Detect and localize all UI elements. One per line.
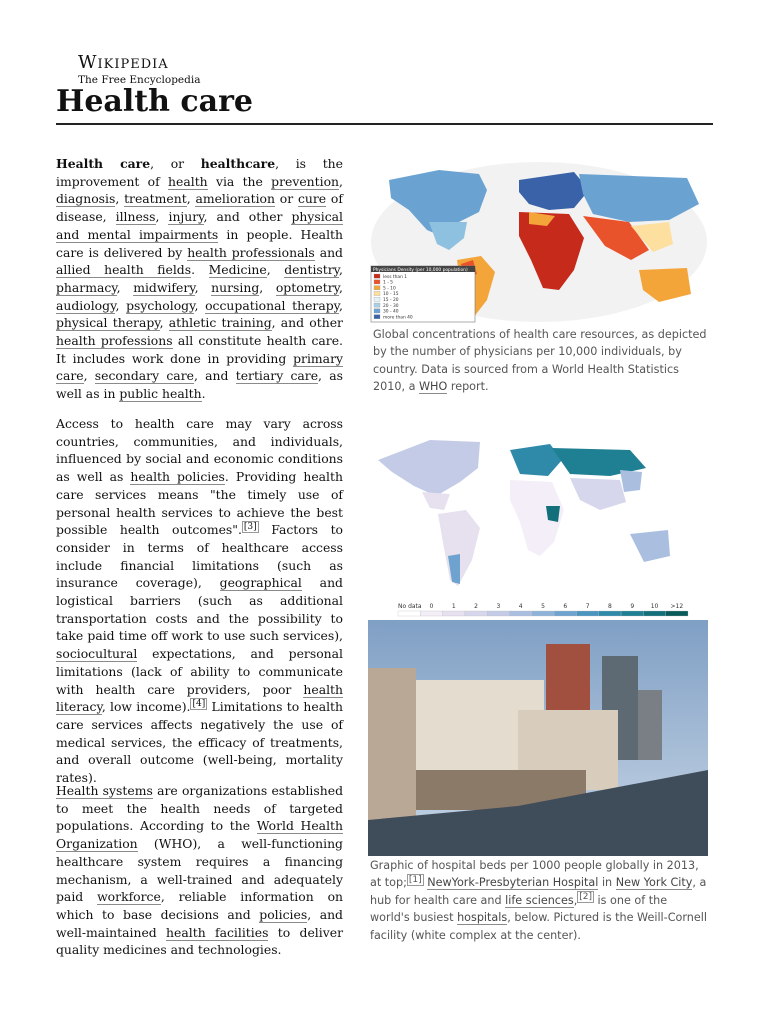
link-pharmacy[interactable]: pharmacy [56,279,117,295]
link-health-facilities[interactable]: health facilities [166,924,269,940]
scale-swatch [554,611,576,616]
link-workforce[interactable]: workforce [97,889,161,905]
text: . [191,262,209,278]
caption-text: Global concentrations of health care resources, as depicted by the number of physicians per 10,000 individuals, by country. Data is sourced from a World Health Statistics 2010, a [373,328,707,394]
link-medicine[interactable]: Medicine [208,262,267,278]
link-physical-therapy[interactable]: physical therapy [56,315,160,331]
scale-swatch [487,611,509,616]
link-nursing[interactable]: nursing [211,279,260,295]
scale-label: 2 [474,603,478,610]
link-physical-mental-impairments[interactable]: physical and mental impairments [56,209,343,242]
logo-tagline: The Free Encyclopedia [78,74,201,86]
text: , or [150,156,201,171]
caption-text: , below. Pictured is the Weill-Cornell facility (white complex at the center). [370,911,707,942]
scale-label: 6 [563,603,568,610]
text: Access to health care may vary across countries, communities, and individuals, influenced by social and economic conditions as well as [56,416,343,485]
legend-swatch [374,309,380,313]
scale-label: 9 [630,603,635,610]
text: , [194,297,206,313]
legend-label: 30 - 40 [383,309,399,315]
caption-text: is one of the world's busiest [370,893,668,925]
text: are organizations established to meet the health needs of targeted populations. According to the [56,783,343,834]
legend-swatch [374,315,380,319]
scale-label: 10 [650,603,659,610]
scale-label: No data [398,603,422,610]
scale-label: 0 [429,603,434,610]
text: (WHO), a well-functioning healthcare system requires a financing mechanism, a well-trained and adequately paid [56,836,343,905]
link-dentistry[interactable]: dentistry [284,262,340,278]
text: , [339,262,343,278]
link-injury[interactable]: injury [168,209,204,225]
text: all constitute health care. It includes work done in providing [56,333,343,366]
legend-label: 15 - 20 [383,298,399,303]
text: , [194,279,212,295]
scale-swatch [666,611,688,616]
link-occupational-therapy[interactable]: occupational therapy [205,297,340,313]
legend-label: 10 - 15 [383,292,399,298]
text: , and other [203,209,292,225]
text: , [339,279,343,295]
title-divider [56,123,713,125]
link-who-report[interactable]: WHO [419,380,448,394]
link-midwifery[interactable]: midwifery [133,279,195,295]
hospital-photo[interactable] [368,620,708,856]
link-psychology[interactable]: psychology [126,297,195,313]
photo-grey-tower [638,690,662,760]
scale-swatch [510,611,532,616]
text: Limitations to health care services affects negatively the use of medical services, the efficacy of treatments, and overall outcome (well-being, mortality rates). [56,699,344,786]
legend-label: less than 1 [383,274,408,280]
legend-swatch [374,274,380,278]
scale-swatch [643,611,665,616]
text: Factors to consider in terms of healthcare access include financial limitations (such as insurance coverage), [56,522,344,591]
reference-1[interactable]: [1] [408,874,422,885]
text: . [201,386,206,402]
link-tertiary-care[interactable]: tertiary care [235,368,319,384]
caption-text: in [598,876,616,890]
hospital-beds-map[interactable] [370,430,700,620]
scale-label: 5 [541,603,545,610]
text: , [115,191,125,207]
text: in people. Health care is delivered by [56,226,343,260]
caption-text: , a hub for health care and [370,876,707,907]
link-world-health-organization[interactable]: World Health Organization [56,818,343,852]
legend-swatch [374,286,380,290]
caption-text: , [573,893,578,907]
caption-text: report. [447,380,489,394]
text: to deliver quality medicines and technologies. [56,924,343,958]
link-athletic-training[interactable]: athletic training [168,315,272,331]
text: , [83,368,95,384]
link-policies[interactable]: policies [259,906,308,922]
link-diagnosis[interactable]: diagnosis [56,191,116,207]
figure2-caption [370,857,710,944]
logo-wordmark: Wikipedia [78,52,169,73]
link-health-systems[interactable]: Health systems [56,783,153,798]
link-public-health[interactable]: public health [119,386,202,402]
scale-label: 3 [496,603,501,610]
text: of disease, [56,191,343,225]
text: , low income). [101,699,191,715]
text: and logistical barriers (such as additional transportation costs and the possibility to take paid time off work to use such services), [56,575,343,644]
legend-swatch [374,280,380,284]
bold-term: healthcare [200,156,276,171]
intro-paragraph [56,155,343,403]
text: , is the improvement of [56,156,343,189]
asia-beds-shape [570,478,626,510]
text: via the [207,173,272,189]
australia-beds-shape [630,530,670,562]
reference-2[interactable]: [2] [579,892,592,903]
link-hospitals[interactable]: hospitals [457,911,508,925]
china-beds-shape [620,470,642,492]
scale-swatch [398,611,420,616]
text: , [159,315,169,331]
scale-swatch [420,611,442,616]
text: expectations, and personal limitations (lack of ability to communicate with health care providers, poor [56,646,343,697]
legend-swatch [374,297,380,301]
beds-color-scale [398,603,688,616]
text: , and other [271,315,343,331]
figure1-caption [373,326,711,396]
scale-label: 1 [451,603,456,610]
legend-swatch [374,291,380,295]
legend-label: 1 - 5 [383,280,393,286]
scale-swatch [443,611,465,616]
text: , [155,209,169,225]
text: , [116,279,134,295]
link-prevention[interactable]: prevention [271,173,340,189]
link-health[interactable]: health [168,173,208,189]
text: , reliable information on which to base decisions and [56,889,344,922]
health-systems-paragraph [56,782,343,959]
text: . Providing health care services means "the timely use of personal health services to achieve the best possible health outcomes". [56,469,343,538]
text: , [266,262,285,278]
link-health-professions[interactable]: health professions [56,333,173,349]
link-sociocultural[interactable]: sociocultural [56,646,138,662]
wikipedia-logo[interactable] [78,52,200,86]
text: or [275,191,298,207]
text: , [186,191,196,207]
east-africa-beds-shape [546,506,560,522]
link-newyork-presbyterian[interactable]: NewYork-Presbyterian Hospital [427,876,599,890]
text: , [339,297,343,313]
page-title: Health care [56,84,253,119]
text: , [115,297,127,313]
text: , as well as in [56,368,343,402]
link-allied-health-fields[interactable]: allied health fields [56,262,192,278]
text: , [259,279,276,295]
link-illness[interactable]: illness [115,209,156,225]
reference-3[interactable]: [3] [243,522,257,533]
link-life-sciences[interactable]: life sciences [505,893,574,907]
link-optometry[interactable]: optometry [275,279,340,295]
scale-label: 4 [518,603,523,610]
reference-4[interactable]: [4] [192,699,206,710]
access-paragraph [56,415,343,787]
scale-swatch [621,611,643,616]
map-legend-title: Physicians Density (per 10,000 population) [373,268,468,273]
link-treatment[interactable]: treatment [124,191,187,207]
scale-swatch [465,611,487,616]
na-beds-shape [378,440,480,496]
link-new-york-city[interactable]: New York City [615,876,693,890]
text: , [339,173,343,189]
link-primary-care[interactable]: primary care [56,350,343,384]
text: , and [193,368,236,384]
link-cure[interactable]: cure [297,191,327,207]
link-amelioration[interactable]: amelioration [195,191,275,207]
scale-label: 8 [608,603,612,610]
link-health-policies[interactable]: health policies [130,469,225,485]
bold-term: Health care [56,156,151,171]
scale-swatch [576,611,598,616]
physician-density-map[interactable] [369,160,709,325]
legend-swatch [374,303,380,307]
scale-swatch [599,611,621,616]
caption-text: Graphic of hospital beds per 1000 people globally in 2013, at top; [370,859,699,890]
text: , and well-maintained [56,906,343,940]
scale-swatch [532,611,554,616]
legend-label: 5 - 10 [383,286,396,292]
link-geographical[interactable]: geographical [219,575,302,591]
link-audiology[interactable]: audiology [56,297,116,313]
scale-label: >12 [670,603,684,610]
legend-label: 20 - 30 [383,303,399,309]
link-health-literacy[interactable]: health literacy [56,681,343,715]
legend-label: more than 40 [383,315,413,321]
scale-label: 7 [585,603,590,610]
link-secondary-care[interactable]: secondary care [94,368,194,384]
ca-beds-shape [422,492,450,510]
text: and [314,244,343,260]
link-health-professionals[interactable]: health professionals [187,244,315,260]
